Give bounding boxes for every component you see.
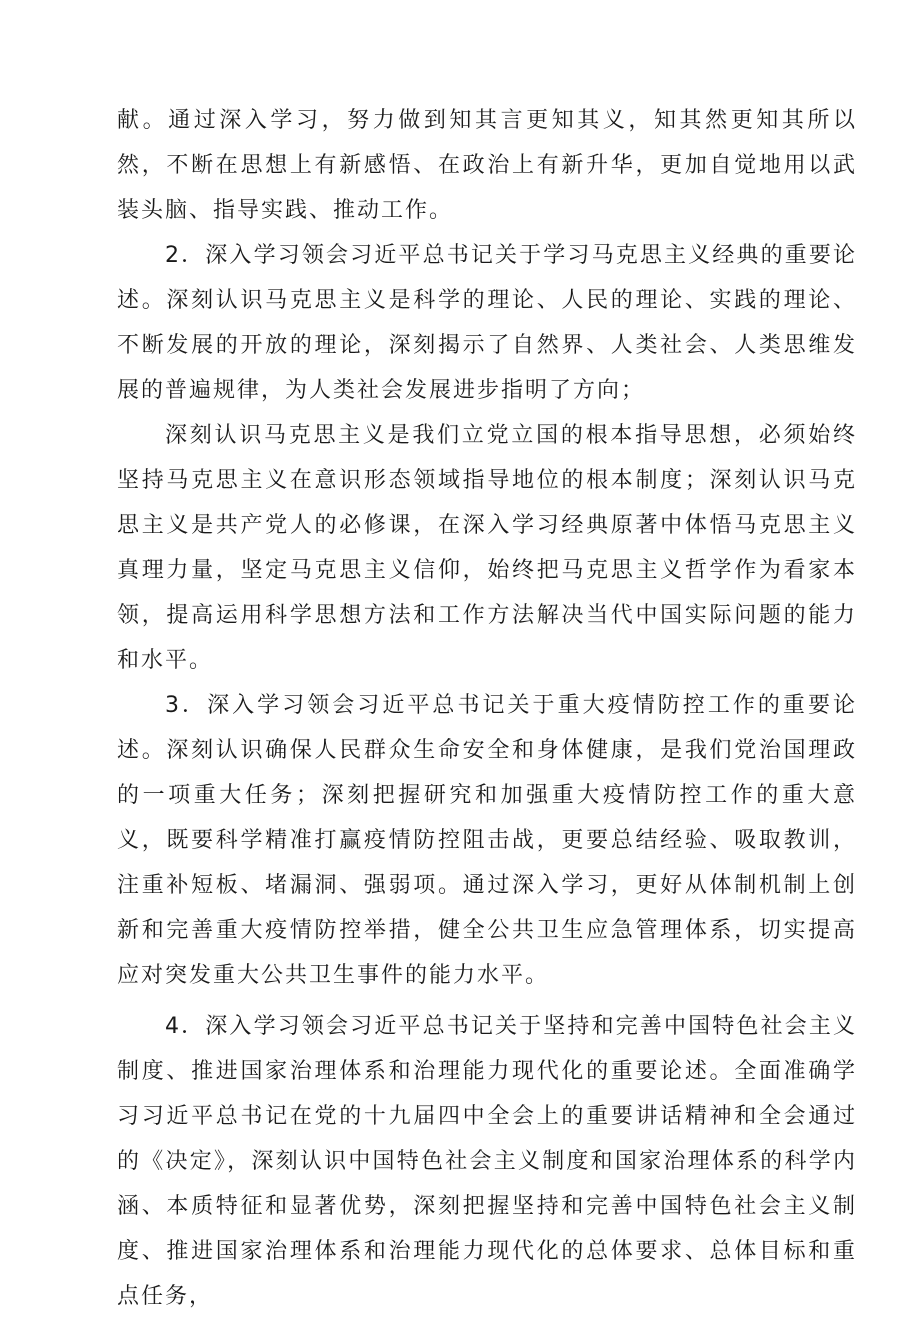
document-body [117, 98, 857, 1319]
paragraph-3: 深刻认识马克思主义是我们立党立国的根本指导思想，必须始终坚持马克思主义在意识形态领域指导地位的根本制度；深刻认识马克思主义是共产党人的必修课，在深入学习经典原著中体悟马克思主义真理力量，坚定马克思主义信仰，始终把马克思主义哲学作为看家本领，提高运用科学思想方法和工作方法解决当代中国实际问题的能力和水平。 [117, 423, 857, 673]
paragraph-1: 献。通过深入学习，努力做到知其言更知其义，知其然更知其所以然，不断在思想上有新感悟、在政治上有新升华，更加自觉地用以武装头脑、指导实践、推动工作。 [117, 108, 857, 223]
paragraph-4: 3．深入学习领会习近平总书记关于重大疫情防控工作的重要论述。深刻认识确保人民群众生命安全和身体健康，是我们党治国理政的一项重大任务；深刻把握研究和加强重大疫情防控工作的重大意义，既要科学精准打赢疫情防控阻击战，更要总结经验、吸取教训，注重补短板、堵漏洞、强弱项。通过深入学习，更好从体制机制上创新和完善重大疫情防控举措，健全公共卫生应急管理体系，切实提高应对突发重大公共卫生事件的能力水平。 [117, 693, 857, 988]
paragraph-2: 2．深入学习领会习近平总书记关于学习马克思主义经典的重要论述。深刻认识马克思主义是科学的理论、人民的理论、实践的理论、不断发展的开放的理论，深刻揭示了自然界、人类社会、人类思维发展的普遍规律，为人类社会发展进步指明了方向； [117, 243, 857, 403]
paragraph-5: 4．深入学习领会习近平总书记关于坚持和完善中国特色社会主义制度、推进国家治理体系和治理能力现代化的重要论述。全面准确学习习近平总书记在党的十九届四中全会上的重要讲话精神和全会通过的《决定》，深刻认识中国特色社会主义制度和国家治理体系的科学内涵、本质特征和显著优势，深刻把握坚持和完善中国特色社会主义制度、推进国家治理体系和治理能力现代化的总体要求、总体目标和重点任务， [117, 1014, 857, 1309]
